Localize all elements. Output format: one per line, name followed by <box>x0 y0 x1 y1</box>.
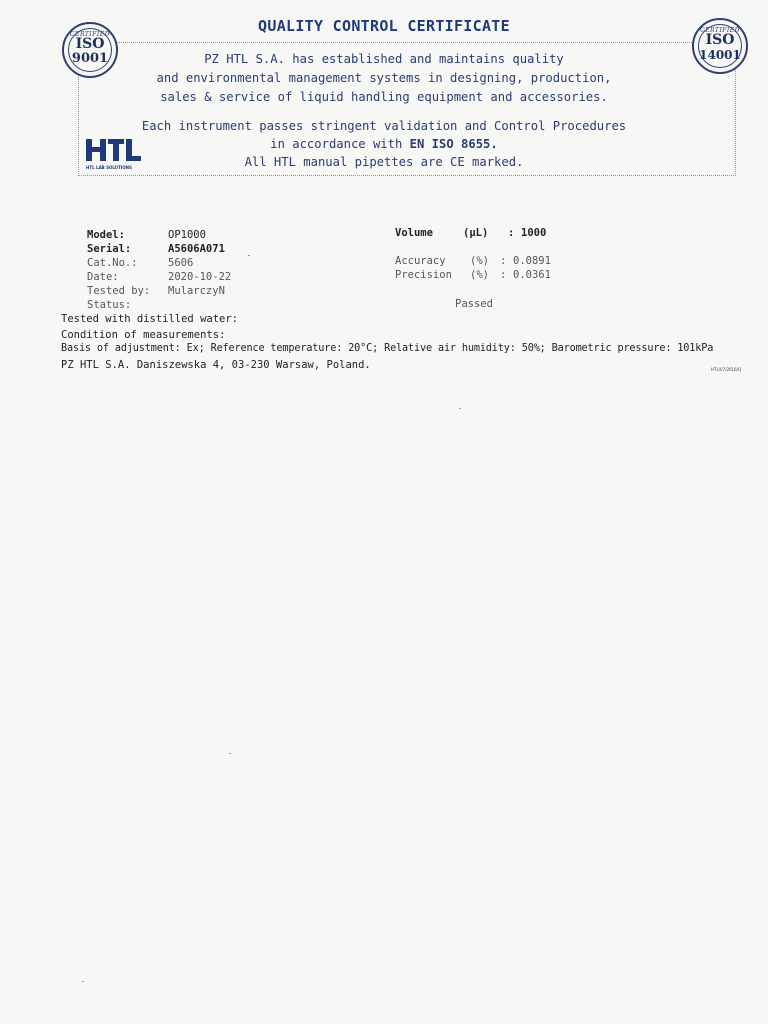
header-statement-line-1: PZ HTL S.A. has established and maintains quality <box>204 52 564 66</box>
logo-subtitle: HTL LAB SOLUTIONS <box>86 165 132 170</box>
header-statement-line-2: and environmental management systems in designing, production, <box>156 71 612 85</box>
seal-caption: CERTIFIED <box>70 31 110 38</box>
date-label: Date: <box>87 271 119 283</box>
water-note: Tested with distilled water: <box>61 313 239 325</box>
scan-speck <box>229 753 231 754</box>
precision-separator: : <box>500 269 507 281</box>
certificate-title: QUALITY CONTROL CERTIFICATE <box>258 17 510 35</box>
serial-label: Serial: <box>87 243 132 255</box>
accuracy-separator: : <box>500 255 507 267</box>
scan-speck <box>248 255 250 256</box>
header-statement-line-4: Each instrument passes stringent validation and Control Procedures <box>141 119 627 133</box>
seal-iso-label: ISO <box>75 36 105 52</box>
adjustment-basis: Basis of adjustment: Ex; Reference temperature: 20°C; Relative air humidity: 50%; Barometric pressure: 101kPa <box>61 343 714 354</box>
standard-reference: EN ISO 8655. <box>409 137 498 151</box>
accuracy-value: 0.0891 <box>513 255 551 267</box>
condition-note: Condition of measurements: <box>61 329 226 341</box>
accuracy-label: Accuracy <box>395 255 446 267</box>
accuracy-unit: (%) <box>470 255 489 267</box>
seal-iso-label: ISO <box>705 32 735 48</box>
document-code: HTL/07/2016/Q <box>711 367 742 372</box>
volume-unit: (μL) <box>463 227 489 239</box>
iso-14001-seal-icon <box>692 18 748 74</box>
precision-label: Precision <box>395 269 452 281</box>
cat-no-label: Cat.No.: <box>87 257 138 269</box>
model-value: OP1000 <box>168 229 206 241</box>
date-value: 2020-10-22 <box>168 271 232 283</box>
model-label: Model: <box>87 229 125 241</box>
precision-value: 0.0361 <box>513 269 551 281</box>
serial-value: A5606A071 <box>168 243 225 255</box>
tested-by-label: Tested by: <box>87 285 151 297</box>
volume-label: Volume <box>395 227 433 239</box>
precision-unit: (%) <box>470 269 489 281</box>
status-label: Status: <box>87 299 132 311</box>
volume-value: 1000 <box>521 227 547 239</box>
header-statement-line-6: All HTL manual pipettes are CE marked. <box>244 155 524 169</box>
scan-speck <box>459 408 461 409</box>
cat-no-value: 5606 <box>168 257 194 269</box>
seal-caption: CERTIFIED <box>700 27 740 34</box>
seal-number: 14001 <box>699 48 741 62</box>
volume-separator: : <box>508 227 515 239</box>
header-statement-line-3: sales & service of liquid handling equipment and accessories. <box>160 90 608 104</box>
line5-prefix: in accordance with <box>270 137 410 151</box>
company-address: PZ HTL S.A. Daniszewska 4, 03-230 Warsaw, Poland. <box>61 359 371 371</box>
iso-9001-seal-icon <box>62 22 118 78</box>
scan-speck <box>82 981 84 982</box>
status-value: Passed <box>455 298 493 310</box>
seal-number: 9001 <box>71 51 109 66</box>
tested-by-value: MularczyN <box>168 285 225 297</box>
